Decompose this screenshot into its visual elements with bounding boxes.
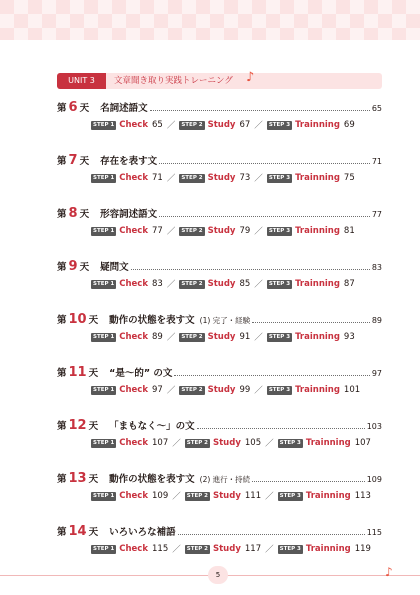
day-number: 14	[68, 524, 87, 539]
separator: ／	[254, 227, 263, 237]
toc-entry[interactable]	[57, 365, 382, 399]
day-prefix: 第	[57, 209, 67, 220]
day-prefix: 第	[57, 103, 67, 114]
entry-title: 存在を表す文	[100, 156, 158, 167]
step2-name: Study	[213, 544, 241, 554]
day-number: 7	[68, 153, 78, 168]
step2-page: 99	[239, 385, 251, 395]
entry-title: 動作の状態を表す文	[109, 474, 195, 485]
entry-title: いろいろな補語	[109, 527, 176, 538]
entry-page: 115	[366, 528, 382, 537]
step3-page: 107	[354, 438, 371, 448]
separator: ／	[254, 280, 263, 290]
step2-name: Study	[207, 120, 236, 130]
step1-tag: STEP 1	[93, 121, 115, 128]
entry-page: 109	[366, 475, 382, 484]
separator: ／	[254, 333, 263, 343]
dot-leader	[174, 375, 369, 376]
step1-name: Check	[119, 438, 148, 448]
step1-name: Check	[119, 226, 148, 236]
steps-row	[91, 385, 364, 395]
entry-subtitle: (2) 進行・持続	[199, 475, 251, 484]
step3-tag: STEP 3	[279, 492, 301, 499]
separator: ／	[166, 227, 176, 237]
day-number: 8	[68, 206, 78, 221]
day-suffix: 天	[88, 315, 99, 326]
music-note-icon: ♪	[385, 565, 393, 579]
step3-name: Trainning	[295, 279, 340, 289]
dot-leader	[252, 481, 365, 482]
day-number: 9	[68, 259, 78, 274]
steps-row	[91, 332, 359, 342]
step1-tag: STEP 1	[93, 333, 115, 340]
step1-name: Check	[119, 120, 148, 130]
toc-entry[interactable]	[57, 153, 382, 187]
separator: ／	[265, 439, 274, 449]
day-prefix: 第	[57, 368, 67, 379]
day-number: 10	[68, 312, 87, 327]
entry-heading	[57, 153, 382, 167]
step1-name: Check	[119, 332, 148, 342]
day-suffix: 天	[79, 262, 90, 273]
day-suffix: 天	[88, 368, 99, 379]
day-suffix: 天	[79, 156, 90, 167]
step3-name: Trainning	[305, 438, 351, 448]
step3-tag: STEP 3	[268, 333, 291, 340]
day-number: 6	[68, 100, 78, 115]
separator: ／	[254, 386, 263, 396]
separator: ／	[166, 174, 176, 184]
step3-tag: STEP 3	[268, 386, 291, 393]
day-prefix: 第	[57, 421, 67, 432]
step3-name: Trainning	[295, 385, 340, 395]
step2-tag: STEP 2	[186, 545, 208, 552]
step1-tag: STEP 1	[93, 545, 115, 552]
step3-page: 69	[343, 120, 355, 130]
day-prefix: 第	[57, 315, 67, 326]
day-number: 12	[68, 418, 87, 433]
step2-name: Study	[207, 226, 236, 236]
toc-entry[interactable]	[57, 206, 382, 240]
steps-row	[91, 226, 359, 236]
step2-page: 85	[239, 279, 251, 289]
steps-row	[91, 438, 375, 448]
dot-leader	[178, 534, 365, 535]
steps-row	[91, 120, 359, 130]
step1-tag: STEP 1	[93, 227, 115, 234]
day-suffix: 天	[88, 474, 99, 485]
step3-tag: STEP 3	[279, 545, 301, 552]
day-prefix: 第	[57, 156, 67, 167]
toc-entry[interactable]	[57, 259, 382, 293]
separator: ／	[166, 386, 176, 396]
step2-tag: STEP 2	[181, 333, 203, 340]
separator: ／	[265, 492, 274, 502]
dot-leader	[197, 428, 365, 429]
entry-title: 疑問文	[100, 262, 129, 273]
step2-name: Study	[213, 438, 241, 448]
step2-page: 73	[239, 173, 251, 183]
entry-page: 89	[371, 316, 382, 325]
step2-name: Study	[207, 279, 236, 289]
step1-tag: STEP 1	[93, 492, 115, 499]
music-note-icon: ♪	[246, 70, 255, 85]
unit-title: 文章聞き取り実践トレーニング	[114, 76, 233, 86]
separator: ／	[166, 280, 176, 290]
step3-page: 101	[343, 385, 361, 395]
dot-leader	[252, 322, 370, 323]
separator: ／	[166, 333, 176, 343]
step1-tag: STEP 1	[93, 386, 115, 393]
step2-name: Study	[207, 332, 236, 342]
dot-leader	[150, 110, 370, 111]
day-number: 13	[68, 471, 87, 486]
step1-page: 97	[152, 385, 163, 395]
separator: ／	[265, 545, 274, 555]
step1-page: 65	[152, 120, 163, 130]
step3-name: Trainning	[295, 226, 340, 236]
step3-page: 93	[343, 332, 355, 342]
toc-entry[interactable]	[57, 100, 382, 134]
step3-page: 113	[354, 491, 371, 501]
step2-page: 91	[239, 332, 251, 342]
step2-page: 79	[239, 226, 251, 236]
step1-tag: STEP 1	[93, 439, 115, 446]
steps-row	[91, 544, 375, 554]
unit-header	[57, 70, 382, 89]
entry-title: “是〜的” の文	[109, 368, 173, 379]
step1-page: 89	[152, 332, 163, 342]
step3-name: Trainning	[305, 491, 351, 501]
toc-entry[interactable]	[57, 418, 382, 452]
entry-page: 83	[371, 263, 382, 272]
step3-page: 81	[343, 226, 355, 236]
step1-page: 115	[152, 544, 169, 554]
decorative-header-band	[0, 0, 420, 40]
entry-heading	[57, 100, 382, 114]
step2-tag: STEP 2	[186, 492, 208, 499]
step2-tag: STEP 2	[181, 386, 203, 393]
step1-page: 77	[152, 226, 163, 236]
step3-name: Trainning	[295, 332, 340, 342]
entry-title: 名詞述語文	[100, 103, 148, 114]
step1-name: Check	[119, 385, 148, 395]
step1-name: Check	[119, 279, 148, 289]
day-prefix: 第	[57, 527, 67, 538]
step2-page: 111	[244, 491, 262, 501]
step1-page: 109	[152, 491, 169, 501]
step3-tag: STEP 3	[268, 121, 291, 128]
entry-subtitle: (1) 完了・経験	[199, 316, 251, 325]
entry-page: 97	[371, 369, 382, 378]
step2-tag: STEP 2	[181, 174, 203, 181]
step3-tag: STEP 3	[268, 227, 291, 234]
step2-tag: STEP 2	[181, 121, 203, 128]
step1-name: Check	[119, 491, 148, 501]
step3-tag: STEP 3	[268, 280, 291, 287]
separator: ／	[172, 439, 181, 449]
dot-leader	[159, 163, 370, 164]
page-number: 5	[208, 566, 228, 584]
day-number: 11	[68, 365, 87, 380]
separator: ／	[254, 121, 263, 131]
day-suffix: 天	[88, 421, 99, 432]
entry-page: 77	[371, 210, 382, 219]
step1-name: Check	[119, 173, 148, 183]
day-prefix: 第	[57, 474, 67, 485]
step1-tag: STEP 1	[93, 280, 115, 287]
entry-heading	[57, 418, 382, 432]
steps-row	[91, 491, 375, 501]
step2-page: 105	[244, 438, 262, 448]
toc-entry[interactable]	[57, 471, 382, 505]
day-suffix: 天	[88, 527, 99, 538]
entry-heading	[57, 365, 382, 379]
step3-page: 119	[354, 544, 371, 554]
entry-page: 103	[366, 422, 382, 431]
step1-page: 107	[152, 438, 169, 448]
day-prefix: 第	[57, 262, 67, 273]
day-suffix: 天	[79, 209, 90, 220]
step1-page: 83	[152, 279, 163, 289]
step3-name: Trainning	[295, 120, 340, 130]
entry-heading	[57, 259, 382, 273]
step3-page: 87	[343, 279, 355, 289]
step2-name: Study	[207, 385, 236, 395]
toc-entry[interactable]	[57, 312, 382, 346]
day-suffix: 天	[79, 103, 90, 114]
dot-leader	[159, 216, 370, 217]
step2-page: 67	[239, 120, 251, 130]
toc-entry[interactable]	[57, 524, 382, 558]
separator: ／	[166, 121, 176, 131]
entry-title: 動作の状態を表す文	[109, 315, 195, 326]
step3-name: Trainning	[295, 173, 340, 183]
unit-label: UNIT 3	[57, 73, 106, 89]
dot-leader	[131, 269, 370, 270]
step1-tag: STEP 1	[93, 174, 115, 181]
entry-page: 71	[371, 157, 382, 166]
step3-tag: STEP 3	[279, 439, 301, 446]
step2-tag: STEP 2	[181, 227, 203, 234]
entry-heading	[57, 312, 382, 326]
entry-heading	[57, 524, 382, 538]
separator: ／	[254, 174, 263, 184]
entry-heading	[57, 206, 382, 220]
step1-name: Check	[119, 544, 148, 554]
step3-name: Trainning	[305, 544, 351, 554]
step2-name: Study	[207, 173, 236, 183]
steps-row	[91, 173, 359, 183]
step2-tag: STEP 2	[186, 439, 208, 446]
entry-page: 65	[371, 104, 382, 113]
step3-page: 75	[343, 173, 355, 183]
entry-heading	[57, 471, 382, 485]
step2-page: 117	[244, 544, 262, 554]
entry-title: 「まもなく〜」の文	[109, 421, 195, 432]
step3-tag: STEP 3	[268, 174, 291, 181]
entry-title: 形容詞述語文	[100, 209, 158, 220]
step2-name: Study	[213, 491, 241, 501]
separator: ／	[172, 492, 181, 502]
step1-page: 71	[152, 173, 163, 183]
steps-row	[91, 279, 359, 289]
separator: ／	[172, 545, 181, 555]
step2-tag: STEP 2	[181, 280, 203, 287]
